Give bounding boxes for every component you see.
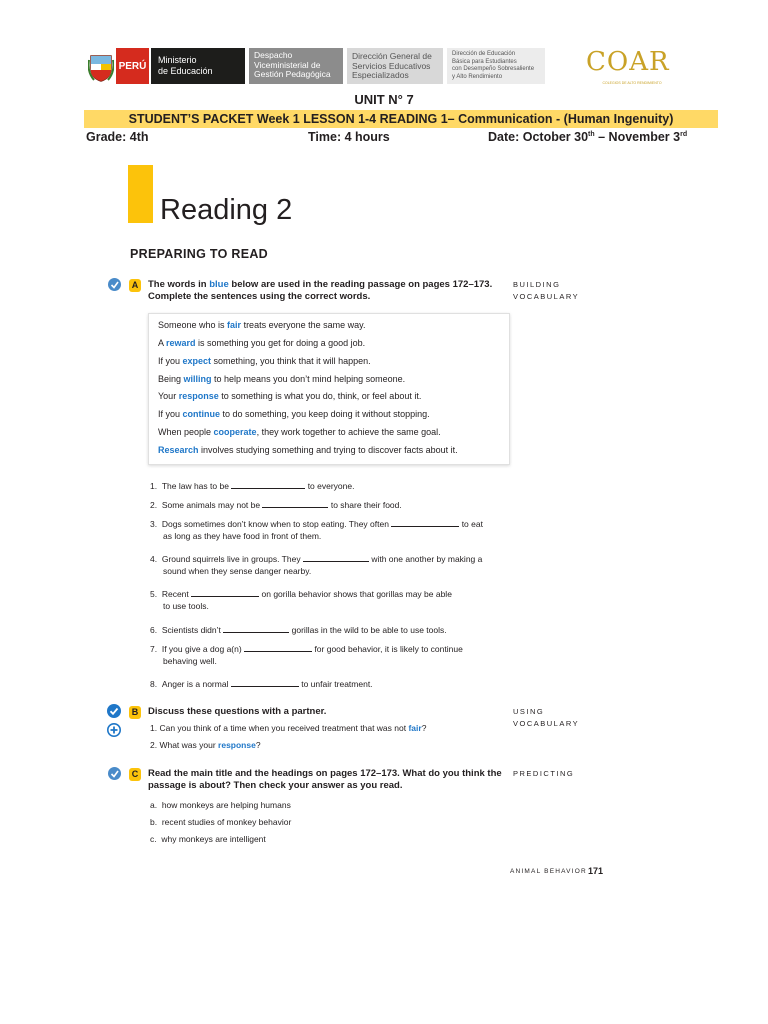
section-accent-bar: [128, 165, 153, 223]
vocab-definition: A reward is something you get for doing a good job.: [158, 338, 366, 348]
exercise-item: 1. The law has to be to everyone.: [150, 481, 355, 491]
section-heading: PREPARING TO READ: [130, 247, 268, 261]
answer-option[interactable]: c. why monkeys are intelligent: [150, 834, 266, 844]
ministry-logo: Ministerio de Educación: [151, 48, 245, 84]
discussion-question: 2. What was your response?: [150, 740, 261, 750]
page-number: 171: [588, 866, 604, 876]
answer-blank[interactable]: [231, 480, 305, 489]
building-vocabulary-label: BUILDING VOCABULARY: [513, 280, 580, 301]
vocab-definition: If you continue to do something, you keep doing it without stopping.: [158, 409, 430, 419]
exercise-c-badge: C: [129, 768, 141, 781]
exercise-a-badge: A: [129, 279, 141, 292]
exercise-item: 5. Recent on gorilla behavior shows that gorillas may be able to use tools.: [150, 589, 452, 611]
vocab-definition: Research involves studying something and trying to discover facts about it.: [158, 445, 458, 455]
packet-title: STUDENT’S PACKET Week 1 LESSON 1-4 READING 1– Communication - (Human Ingenuity): [128, 112, 674, 126]
answer-blank[interactable]: [231, 678, 299, 687]
answer-option[interactable]: b. recent studies of monkey behavior: [150, 817, 292, 827]
exercise-item: 4. Ground squirrels live in groups. They with one another by making a sound when they sense danger nearby.: [150, 554, 483, 576]
discussion-question: 1. Can you think of a time when you received treatment that was not fair?: [150, 723, 427, 733]
exercise-a-instructions: The words in blue below are used in the reading passage on pages 172–173. Complete the sentences using the correct words.: [148, 279, 493, 302]
checkmark-icon: [107, 704, 121, 718]
chapter-label: ANIMAL BEHAVIOR: [510, 868, 587, 875]
answer-blank[interactable]: [223, 624, 289, 633]
exercise-c-instructions: Read the main title and the headings on pages 172–173. What do you think the passage is about? Then check your answer as you read.: [148, 768, 502, 791]
exercise-item: 8. Anger is a normal to unfair treatment.: [150, 679, 373, 689]
exercise-b-badge: B: [129, 706, 141, 719]
coar-logo: COAR COLEGIOS DE ALTO RENDIMIENTO: [586, 47, 670, 85]
answer-option[interactable]: a. how monkeys are helping humans: [150, 800, 291, 810]
unit-title: UNIT N° 7: [354, 92, 414, 107]
date-label: Date: October 30th – November 3rd: [488, 130, 688, 144]
critical-thinking-icon: [108, 767, 121, 780]
direccion-educacion-logo: Dirección de Educación Básica para Estudiantes con Desempeño Sobresaliente y Alto Rendimiento: [447, 48, 545, 84]
using-vocabulary-label: USING VOCABULARY: [513, 707, 580, 728]
exercise-item: 2. Some animals may not be to share their food.: [150, 500, 402, 510]
vocab-definition: Someone who is fair treats everyone the same way.: [158, 320, 366, 330]
reading-title: Reading 2: [160, 194, 293, 226]
direccion-general-logo: Dirección General de Servicios Educativos Especializados: [347, 48, 443, 84]
time-label: Time: 4 hours: [308, 130, 390, 144]
critical-thinking-icon: [108, 278, 121, 291]
answer-blank[interactable]: [303, 553, 369, 562]
answer-blank[interactable]: [262, 499, 328, 508]
answer-blank[interactable]: [391, 518, 459, 527]
grade-label: Grade: 4th: [86, 130, 149, 144]
vocab-definition: Your response to something is what you do, think, or feel about it.: [158, 391, 422, 401]
vocabulary-box: [148, 313, 510, 465]
exercise-item: 6. Scientists didn’t gorillas in the wild to be able to use tools.: [150, 625, 447, 635]
answer-blank[interactable]: [191, 588, 259, 597]
exercise-item: 7. If you give a dog a(n) for good behavior, it is likely to continue behaving well.: [150, 644, 463, 666]
despacho-logo: Despacho Viceministerial de Gestión Pedagógica: [249, 48, 343, 84]
answer-blank[interactable]: [244, 643, 312, 652]
vocab-definition: When people cooperate, they work together to achieve the same goal.: [158, 427, 441, 437]
exercise-item: 3. Dogs sometimes don’t know when to stop eating. They often to eat as long as they have food in front of them.: [150, 519, 483, 541]
vocab-definition: Being willing to help means you don’t mind helping someone.: [158, 374, 406, 384]
peru-coat-of-arms-icon: [88, 52, 114, 82]
exercise-b-instructions: Discuss these questions with a partner.: [148, 706, 327, 717]
vocab-definition: If you expect something, you think that it will happen.: [158, 356, 371, 366]
add-icon: [107, 723, 121, 737]
predicting-label: PREDICTING: [513, 769, 575, 778]
peru-logo: PERÚ: [116, 48, 149, 84]
